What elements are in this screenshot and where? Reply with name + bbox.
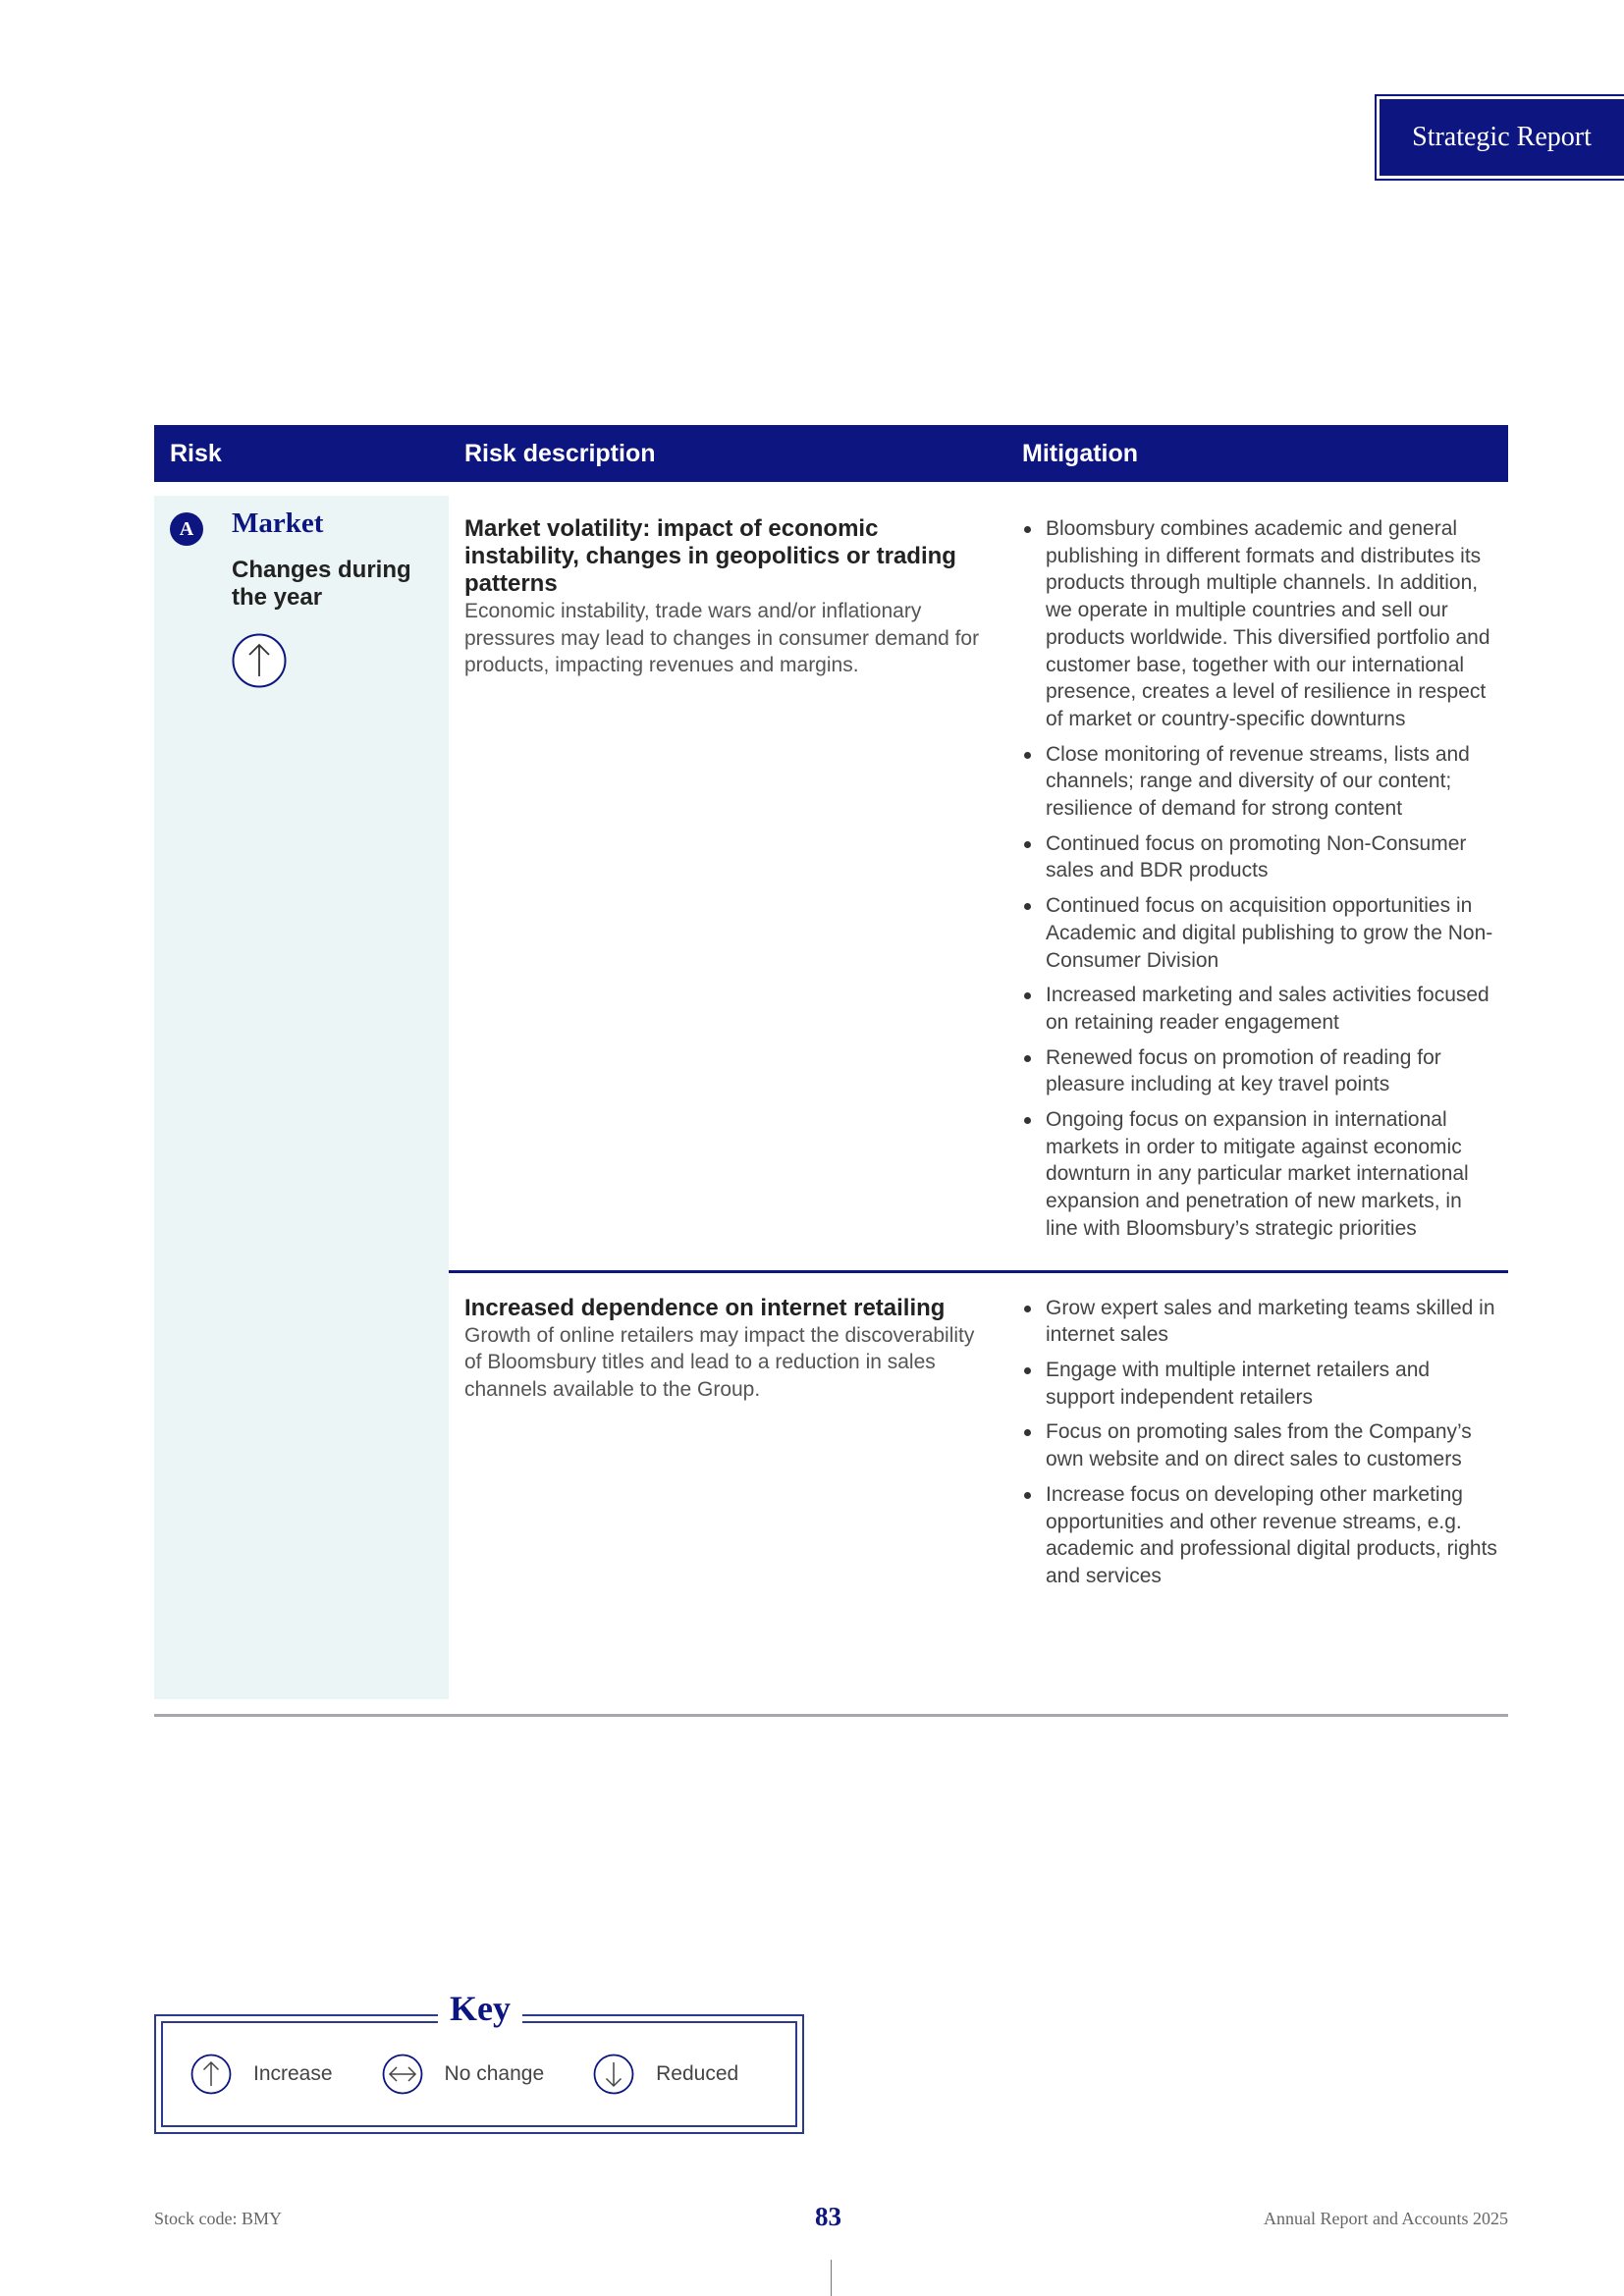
mitigation-item: Bloomsbury combines academic and general publishing in different formats and distributes its products through multiple channels. In addition, we operate in multiple countries and sell our products worldwide. This diversified portfolio and customer base, together with our international presence, creates a level of resilience in respect of market or country-specific downturns: [1046, 515, 1498, 733]
mitigation-item: Increase focus on developing other marketing opportunities and other revenue streams, e.g. academic and professional digital products, rights and services: [1046, 1481, 1498, 1590]
header-risk: Risk: [170, 439, 222, 467]
mitigation-list: [1022, 515, 1498, 1243]
publication-title: Annual Report and Accounts 2025: [1264, 2209, 1508, 2228]
risk-description-body: Economic instability, trade wars and/or inflationary pressures may lead to changes in consumer demand for products, impacting revenues and margins.: [464, 600, 980, 676]
risk-panel: [154, 496, 449, 1699]
section-tab: [1375, 94, 1624, 181]
mitigation-list: [1022, 1295, 1498, 1590]
mitigation-cell: [1006, 1295, 1508, 1648]
section-tab-label: Strategic Report: [1380, 99, 1624, 176]
changes-during-year-label: Changes during the year: [232, 557, 411, 611]
mitigation-item: Continued focus on promoting Non-Consumer sales and BDR products: [1046, 830, 1498, 884]
arrow-down-circle-icon: [593, 2054, 634, 2095]
page-number: 83: [815, 2202, 841, 2231]
key-item-increase: [190, 2054, 333, 2095]
mitigation-item: Close monitoring of revenue streams, lists and channels; range and diversity of our content; resilience of demand for strong content: [1046, 741, 1498, 823]
arrow-up-circle-icon: [232, 633, 287, 688]
mitigation-item: Continued focus on acquisition opportunities in Academic and digital publishing to grow the Non-Consumer Division: [1046, 892, 1498, 974]
table-body: [154, 496, 1508, 1699]
table-bottom-rule: [154, 1714, 1508, 1717]
mitigation-item: Engage with multiple internet retailers and support independent retailers: [1046, 1357, 1498, 1411]
mitigation-cell: [1006, 496, 1508, 1251]
risk-description-title: Increased dependence on internet retailing: [464, 1294, 946, 1321]
table-row: [449, 496, 1508, 1273]
mitigation-item: Focus on promoting sales from the Company’s own website and on direct sales to customers: [1046, 1418, 1498, 1472]
key-legend-inner: [161, 1989, 797, 2127]
risk-description-cell: [449, 496, 1006, 1251]
risk-name: Market: [232, 507, 324, 539]
risk-description-body: Growth of online retailers may impact the discoverability of Bloomsbury titles and lead to a reduction in sales channels available to the Group.: [464, 1323, 975, 1401]
risk-badge: A: [170, 512, 203, 546]
mitigation-item: Grow expert sales and marketing teams skilled in internet sales: [1046, 1295, 1498, 1349]
table-header: [154, 425, 1508, 482]
key-label: Reduced: [656, 2062, 739, 2085]
risk-description-cell: [449, 1295, 1006, 1648]
key-label: No change: [444, 2062, 545, 2085]
footer-divider: [831, 2260, 832, 2296]
risk-table: [154, 425, 1508, 1699]
arrow-left-right-circle-icon: [382, 2054, 423, 2095]
key-title: Key: [438, 1988, 522, 2029]
risk-rows: [449, 496, 1508, 1699]
mitigation-item: Renewed focus on promotion of reading for pleasure including at key travel points: [1046, 1044, 1498, 1098]
stock-code: Stock code: BMY: [154, 2209, 282, 2228]
header-mitigation: Mitigation: [1022, 439, 1139, 467]
key-item-no-change: [382, 2054, 545, 2095]
mitigation-item: Increased marketing and sales activities focused on retaining reader engagement: [1046, 982, 1498, 1036]
header-risk-description: Risk description: [464, 439, 656, 467]
risk-description-title: Market volatility: impact of economic instability, changes in geopolitics or trading patterns: [464, 515, 956, 597]
table-row: [449, 1273, 1508, 1648]
key-legend: [154, 1989, 804, 2134]
key-label: Increase: [253, 2062, 333, 2085]
mitigation-item: Ongoing focus on expansion in international markets in order to mitigate against economic downturn in any particular market international expansion and penetration of new markets, in line with Bloomsbury’s strategic priorities: [1046, 1106, 1498, 1243]
arrow-up-circle-icon: [190, 2054, 232, 2095]
key-item-reduced: [593, 2054, 738, 2095]
